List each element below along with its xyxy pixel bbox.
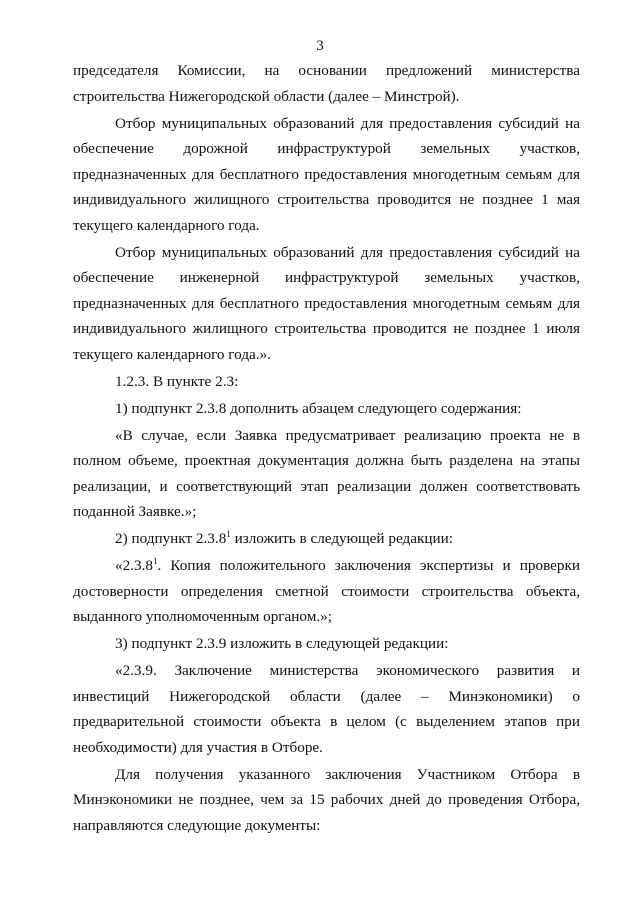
paragraph-7: [73, 526, 580, 552]
item2-text-tail: . Копия положительного заключения экспертизы и проверки достоверности определения сметной стоимости строительства объекта, выданного уполномоченным органом.»;: [73, 557, 580, 625]
paragraph-8: [73, 553, 580, 630]
paragraph-4: 1.2.3. В пункте 2.3:: [115, 372, 239, 390]
paragraph-2: Отбор муниципальных образований для предоставления субсидий на обеспечение дорожной инфраструктурой земельных участков, предназначенных для бесплатного предоставления многодетным семьям для индивидуального жилищного строительства проводится не позднее 1 мая текущего календарного года.: [73, 114, 580, 234]
paragraph-10: «2.3.9. Заключение министерства экономического развития и инвестиций Нижегородской области (далее – Минэкономики) о предварительной стоимости объекта в целом (с выделением этапов при необходимости) для участия в Отборе.: [73, 662, 580, 756]
page-number: 3: [316, 38, 324, 54]
paragraph-6: «В случае, если Заявка предусматривает реализацию проекта не в полном объеме, проектная документация должна быть разделена на этапы реализации, и соответствующий этап реализации должен соответствовать поданной Заявке.»;: [73, 426, 580, 520]
item2-text-lead: «2.3.8: [115, 557, 153, 574]
paragraph-1: председателя Комиссии, на основании предложений министерства строительства Нижегородской области (далее – Минстрой).: [73, 62, 580, 105]
document-body: [73, 58, 580, 838]
paragraph-11: Для получения указанного заключения Участником Отбора в Минэкономики не позднее, чем за 15 рабочих дней до проведения Отбора, направляются следующие документы:: [73, 765, 580, 834]
item2-superscript: 1: [226, 528, 231, 539]
item2-text-superscript: 1: [152, 555, 158, 566]
paragraph-5: 1) подпункт 2.3.8 дополнить абзацем следующего содержания:: [115, 399, 522, 417]
item2-tail: изложить в следующей редакции:: [230, 530, 453, 547]
paragraph-9: 3) подпункт 2.3.9 изложить в следующей редакции:: [115, 635, 449, 652]
paragraph-3: Отбор муниципальных образований для предоставления субсидий на обеспечение инженерной инфраструктурой земельных участков, предназначенных для бесплатного предоставления многодетным семьям для индивидуального жилищного строительства проводится не позднее 1 июля текущего календарного года.».: [73, 243, 580, 363]
item2-lead: 2) подпункт 2.3.8: [115, 530, 227, 547]
